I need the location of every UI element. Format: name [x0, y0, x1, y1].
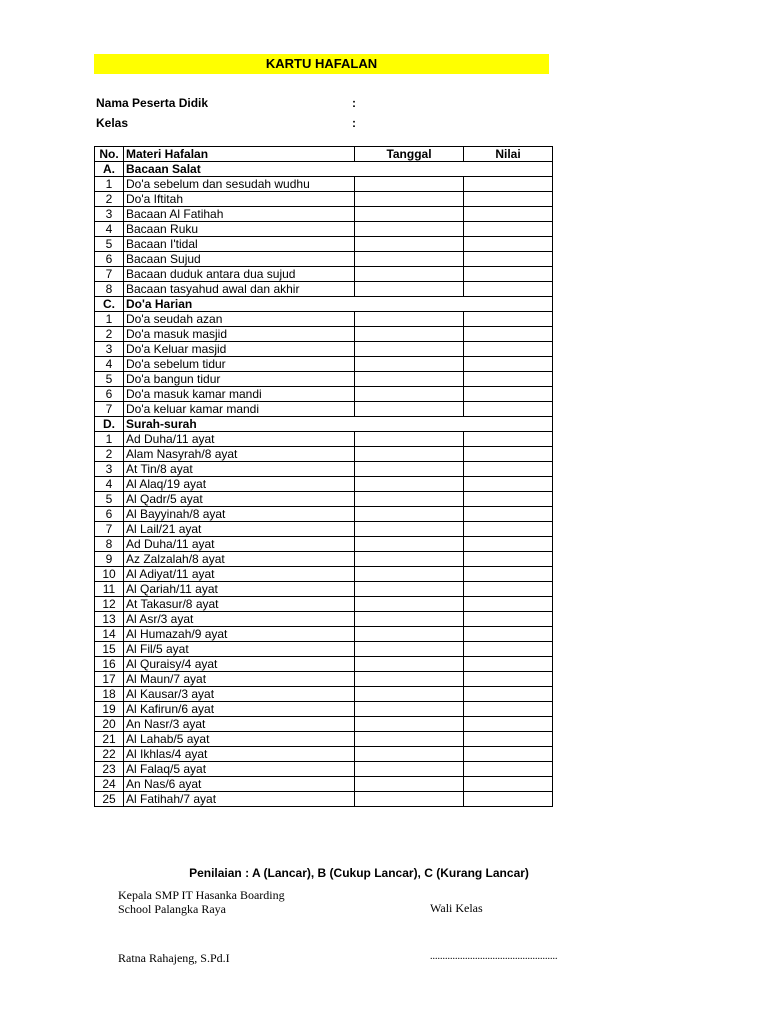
row-tanggal-cell[interactable]: [355, 627, 464, 642]
table-header-row: [95, 147, 553, 162]
row-number: 6: [95, 252, 124, 267]
row-materi: Al Kafirun/6 ayat: [124, 702, 355, 717]
row-materi: An Nasr/3 ayat: [124, 717, 355, 732]
row-nilai-cell[interactable]: [464, 327, 553, 342]
row-tanggal-cell[interactable]: [355, 687, 464, 702]
table-row: [95, 672, 553, 687]
row-nilai-cell[interactable]: [464, 762, 553, 777]
row-tanggal-cell[interactable]: [355, 522, 464, 537]
row-materi: Ad Duha/11 ayat: [124, 432, 355, 447]
row-number: 5: [95, 492, 124, 507]
row-number: 1: [95, 312, 124, 327]
row-materi: Do'a sebelum dan sesudah wudhu: [124, 177, 355, 192]
table-row: [95, 282, 553, 297]
row-nilai-cell[interactable]: [464, 672, 553, 687]
row-materi: Do'a masuk kamar mandi: [124, 387, 355, 402]
row-number: 3: [95, 342, 124, 357]
row-tanggal-cell[interactable]: [355, 357, 464, 372]
row-materi: Al Maun/7 ayat: [124, 672, 355, 687]
row-nilai-cell[interactable]: [464, 192, 553, 207]
row-nilai-cell[interactable]: [464, 507, 553, 522]
table-row: [95, 597, 553, 612]
row-nilai-cell[interactable]: [464, 642, 553, 657]
row-tanggal-cell[interactable]: [355, 507, 464, 522]
row-number: 1: [95, 177, 124, 192]
table-row: [95, 342, 553, 357]
row-nilai-cell[interactable]: [464, 702, 553, 717]
row-materi: Do'a masuk masjid: [124, 327, 355, 342]
row-materi: Al Alaq/19 ayat: [124, 477, 355, 492]
row-materi: Al Qadr/5 ayat: [124, 492, 355, 507]
row-nilai-cell[interactable]: [464, 402, 553, 417]
row-nilai-cell[interactable]: [464, 477, 553, 492]
row-tanggal-cell[interactable]: [355, 762, 464, 777]
row-number: 18: [95, 687, 124, 702]
row-number: 6: [95, 387, 124, 402]
row-nilai-cell[interactable]: [464, 252, 553, 267]
row-tanggal-cell[interactable]: [355, 282, 464, 297]
row-materi: Do'a Keluar masjid: [124, 342, 355, 357]
table-row: [95, 192, 553, 207]
table-row: [95, 687, 553, 702]
wali-kelas-label: Wali Kelas: [430, 901, 483, 915]
row-number: 24: [95, 777, 124, 792]
row-materi: At Tin/8 ayat: [124, 462, 355, 477]
row-tanggal-cell[interactable]: [355, 312, 464, 327]
row-tanggal-cell[interactable]: [355, 177, 464, 192]
section-code: D.: [95, 417, 124, 432]
row-number: 4: [95, 357, 124, 372]
row-nilai-cell[interactable]: [464, 657, 553, 672]
table-row: [95, 612, 553, 627]
table-row: [95, 567, 553, 582]
table-body: [95, 162, 553, 807]
table-row: [95, 252, 553, 267]
row-materi: Al Lail/21 ayat: [124, 522, 355, 537]
section-row: [95, 297, 553, 312]
table-row: [95, 522, 553, 537]
hafalan-table: [94, 146, 553, 807]
row-number: 22: [95, 747, 124, 762]
row-nilai-cell[interactable]: [464, 522, 553, 537]
section-row: [95, 162, 553, 177]
row-materi: Al Quraisy/4 ayat: [124, 657, 355, 672]
table-row: [95, 552, 553, 567]
row-tanggal-cell[interactable]: [355, 717, 464, 732]
row-tanggal-cell[interactable]: [355, 342, 464, 357]
table-row: [95, 747, 553, 762]
row-materi: Al Bayyinah/8 ayat: [124, 507, 355, 522]
table-row: [95, 222, 553, 237]
row-materi: Al Qariah/11 ayat: [124, 582, 355, 597]
row-materi: Do'a Iftitah: [124, 192, 355, 207]
table-row: [95, 372, 553, 387]
row-tanggal-cell[interactable]: [355, 732, 464, 747]
row-number: 23: [95, 762, 124, 777]
row-materi: Do'a sebelum tidur: [124, 357, 355, 372]
row-nilai-cell[interactable]: [464, 582, 553, 597]
row-materi: Do'a bangun tidur: [124, 372, 355, 387]
row-tanggal-cell[interactable]: [355, 447, 464, 462]
section-code: C.: [95, 297, 124, 312]
row-materi: Al Adiyat/11 ayat: [124, 567, 355, 582]
row-tanggal-cell[interactable]: [355, 372, 464, 387]
row-materi: Al Kausar/3 ayat: [124, 687, 355, 702]
table-row: [95, 357, 553, 372]
kepala-name: Ratna Rahajeng, S.Pd.I: [118, 951, 230, 965]
row-nilai-cell[interactable]: [464, 267, 553, 282]
row-number: 16: [95, 657, 124, 672]
row-materi: Al Asr/3 ayat: [124, 612, 355, 627]
row-tanggal-cell[interactable]: [355, 537, 464, 552]
table-row: [95, 537, 553, 552]
table-row: [95, 732, 553, 747]
row-number: 21: [95, 732, 124, 747]
row-materi: Do'a seudah azan: [124, 312, 355, 327]
row-nilai-cell[interactable]: [464, 372, 553, 387]
page-title: KARTU HAFALAN: [94, 54, 549, 74]
section-row: [95, 417, 553, 432]
section-title: Bacaan Salat: [124, 162, 553, 177]
table-row: [95, 267, 553, 282]
row-materi: Al Falaq/5 ayat: [124, 762, 355, 777]
table-row: [95, 462, 553, 477]
row-materi: Bacaan duduk antara dua sujud: [124, 267, 355, 282]
row-number: 3: [95, 462, 124, 477]
row-nilai-cell[interactable]: [464, 237, 553, 252]
row-tanggal-cell[interactable]: [355, 747, 464, 762]
table-row: [95, 237, 553, 252]
table-row: [95, 717, 553, 732]
row-nilai-cell[interactable]: [464, 777, 553, 792]
row-tanggal-cell[interactable]: [355, 492, 464, 507]
table-row: [95, 327, 553, 342]
nama-colon: :: [352, 96, 356, 110]
row-number: 1: [95, 432, 124, 447]
row-nilai-cell[interactable]: [464, 552, 553, 567]
section-title: Do'a Harian: [124, 297, 553, 312]
row-number: 10: [95, 567, 124, 582]
row-number: 8: [95, 282, 124, 297]
row-tanggal-cell[interactable]: [355, 327, 464, 342]
table-row: [95, 432, 553, 447]
table-row: [95, 447, 553, 462]
table-row: [95, 177, 553, 192]
row-materi: Bacaan tasyahud awal dan akhir: [124, 282, 355, 297]
row-number: 17: [95, 672, 124, 687]
row-nilai-cell[interactable]: [464, 627, 553, 642]
row-nilai-cell[interactable]: [464, 687, 553, 702]
section-title: Surah-surah: [124, 417, 553, 432]
row-materi: Al Ikhlas/4 ayat: [124, 747, 355, 762]
nama-label: Nama Peserta Didik: [96, 96, 209, 110]
row-number: 11: [95, 582, 124, 597]
table-row: [95, 207, 553, 222]
row-nilai-cell[interactable]: [464, 432, 553, 447]
row-tanggal-cell[interactable]: [355, 552, 464, 567]
row-tanggal-cell[interactable]: [355, 462, 464, 477]
row-nilai-cell[interactable]: [464, 717, 553, 732]
row-number: 4: [95, 222, 124, 237]
row-number: 4: [95, 477, 124, 492]
row-materi: Bacaan I'tidal: [124, 237, 355, 252]
row-nilai-cell[interactable]: [464, 792, 553, 807]
table-row: [95, 507, 553, 522]
wali-signature-line: ...................................................: [430, 951, 558, 962]
row-number: 5: [95, 372, 124, 387]
row-number: 2: [95, 192, 124, 207]
row-nilai-cell[interactable]: [464, 387, 553, 402]
table-row: [95, 582, 553, 597]
header-tanggal: Tanggal: [355, 147, 464, 162]
row-nilai-cell[interactable]: [464, 282, 553, 297]
row-tanggal-cell[interactable]: [355, 582, 464, 597]
row-materi: Al Lahab/5 ayat: [124, 732, 355, 747]
table-row: [95, 627, 553, 642]
row-number: 6: [95, 507, 124, 522]
row-tanggal-cell[interactable]: [355, 477, 464, 492]
row-materi: Ad Duha/11 ayat: [124, 537, 355, 552]
row-tanggal-cell[interactable]: [355, 567, 464, 582]
row-number: 3: [95, 207, 124, 222]
header-no: No.: [95, 147, 124, 162]
row-materi: Bacaan Al Fatihah: [124, 207, 355, 222]
table-row: [95, 387, 553, 402]
row-number: 13: [95, 612, 124, 627]
row-tanggal-cell[interactable]: [355, 387, 464, 402]
row-tanggal-cell[interactable]: [355, 642, 464, 657]
table-row: [95, 477, 553, 492]
table-row: [95, 642, 553, 657]
row-nilai-cell[interactable]: [464, 567, 553, 582]
penilaian-legend: Penilaian : A (Lancar), B (Cukup Lancar), C (Kurang Lancar): [189, 866, 529, 880]
kepala-title-line1: Kepala SMP IT Hasanka Boarding: [118, 888, 285, 902]
row-tanggal-cell[interactable]: [355, 672, 464, 687]
row-tanggal-cell[interactable]: [355, 237, 464, 252]
row-materi: Al Fatihah/7 ayat: [124, 792, 355, 807]
row-number: 19: [95, 702, 124, 717]
table-row: [95, 792, 553, 807]
row-number: 7: [95, 402, 124, 417]
table-row: [95, 777, 553, 792]
row-number: 2: [95, 327, 124, 342]
row-number: 20: [95, 717, 124, 732]
row-nilai-cell[interactable]: [464, 177, 553, 192]
row-nilai-cell[interactable]: [464, 222, 553, 237]
row-materi: Do'a keluar kamar mandi: [124, 402, 355, 417]
row-materi: Al Humazah/9 ayat: [124, 627, 355, 642]
row-tanggal-cell[interactable]: [355, 702, 464, 717]
row-number: 7: [95, 267, 124, 282]
section-code: A.: [95, 162, 124, 177]
row-number: 2: [95, 447, 124, 462]
table-row: [95, 402, 553, 417]
row-nilai-cell[interactable]: [464, 492, 553, 507]
table-row: [95, 657, 553, 672]
table-row: [95, 702, 553, 717]
table-row: [95, 312, 553, 327]
row-tanggal-cell[interactable]: [355, 402, 464, 417]
kelas-colon: :: [352, 116, 356, 130]
row-materi: At Takasur/8 ayat: [124, 597, 355, 612]
row-number: 14: [95, 627, 124, 642]
row-materi: Bacaan Ruku: [124, 222, 355, 237]
row-number: 5: [95, 237, 124, 252]
row-number: 9: [95, 552, 124, 567]
row-materi: Al Fil/5 ayat: [124, 642, 355, 657]
row-tanggal-cell[interactable]: [355, 612, 464, 627]
header-nilai: Nilai: [464, 147, 553, 162]
row-materi: An Nas/6 ayat: [124, 777, 355, 792]
row-number: 25: [95, 792, 124, 807]
row-tanggal-cell[interactable]: [355, 792, 464, 807]
table-row: [95, 492, 553, 507]
row-tanggal-cell[interactable]: [355, 267, 464, 282]
row-materi: Bacaan Sujud: [124, 252, 355, 267]
row-tanggal-cell[interactable]: [355, 777, 464, 792]
row-tanggal-cell[interactable]: [355, 192, 464, 207]
row-nilai-cell[interactable]: [464, 732, 553, 747]
row-number: 15: [95, 642, 124, 657]
row-nilai-cell[interactable]: [464, 357, 553, 372]
row-tanggal-cell[interactable]: [355, 252, 464, 267]
row-tanggal-cell[interactable]: [355, 657, 464, 672]
row-nilai-cell[interactable]: [464, 312, 553, 327]
row-number: 8: [95, 537, 124, 552]
row-tanggal-cell[interactable]: [355, 597, 464, 612]
row-nilai-cell[interactable]: [464, 537, 553, 552]
row-nilai-cell[interactable]: [464, 462, 553, 477]
row-number: 12: [95, 597, 124, 612]
row-materi: Az Zalzalah/8 ayat: [124, 552, 355, 567]
row-number: 7: [95, 522, 124, 537]
row-tanggal-cell[interactable]: [355, 432, 464, 447]
kelas-label: Kelas: [96, 116, 129, 130]
row-tanggal-cell[interactable]: [355, 207, 464, 222]
table-row: [95, 762, 553, 777]
row-tanggal-cell[interactable]: [355, 222, 464, 237]
kepala-title-line2: School Palangka Raya: [118, 902, 226, 916]
row-nilai-cell[interactable]: [464, 747, 553, 762]
row-nilai-cell[interactable]: [464, 612, 553, 627]
row-materi: Alam Nasyrah/8 ayat: [124, 447, 355, 462]
header-materi: Materi Hafalan: [124, 147, 355, 162]
row-nilai-cell[interactable]: [464, 342, 553, 357]
row-nilai-cell[interactable]: [464, 207, 553, 222]
row-nilai-cell[interactable]: [464, 597, 553, 612]
row-nilai-cell[interactable]: [464, 447, 553, 462]
